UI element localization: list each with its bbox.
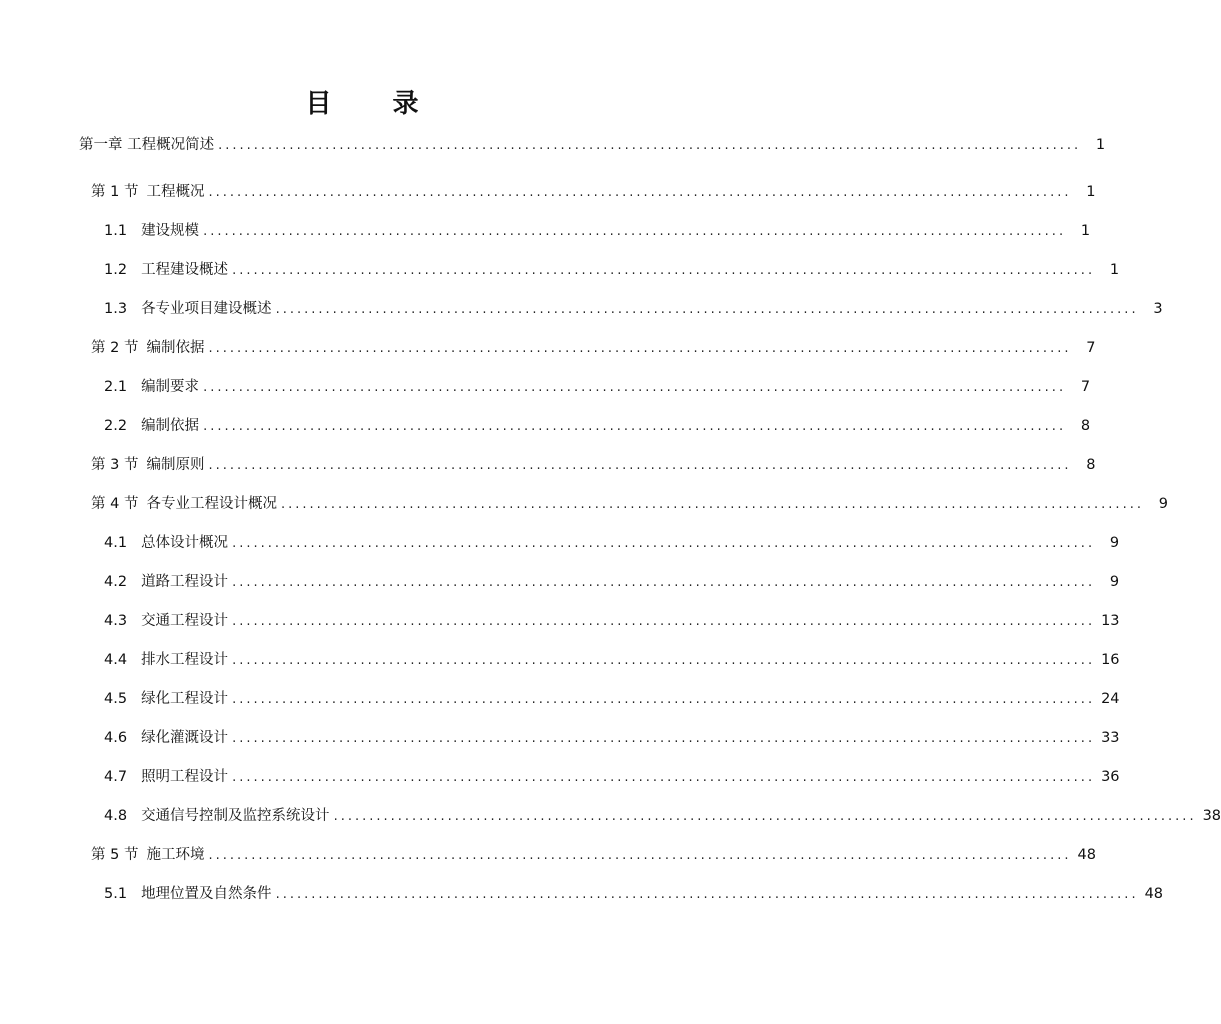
toc-entry-4-5[interactable]	[104, 688, 1120, 710]
toc-leader-dots: .........................................................................................................................	[232, 692, 1096, 707]
toc-entry-page: 3	[1153, 301, 1163, 317]
toc-leader-dots: .........................................................................................................................	[232, 770, 1096, 785]
toc-leader-dots: .........................................................................................................................	[208, 458, 1072, 473]
toc-leader-dots: .........................................................................................................................	[275, 302, 1139, 317]
toc-entry-section-1[interactable]	[91, 181, 1096, 203]
toc-entry-number: 4.8	[104, 808, 128, 824]
toc-entry-number: 4.5	[104, 691, 128, 707]
toc-leader-dots: .........................................................................................................................	[280, 497, 1144, 512]
toc-entry-label: 总体设计概况	[141, 535, 229, 551]
toc-entry-section-5[interactable]	[91, 844, 1096, 866]
toc-entry-label: 绿化灌溉设计	[141, 730, 229, 746]
toc-entry-section-2[interactable]	[91, 337, 1096, 359]
toc-entry-number: 4.4	[104, 652, 128, 668]
toc-entry-label: 工程建设概述	[141, 262, 229, 278]
toc-entry-number: 第 2 节	[91, 340, 139, 356]
toc-leader-dots: .........................................................................................................................	[208, 185, 1072, 200]
toc-entry-number: 1.3	[104, 301, 128, 317]
toc-entry-page: 7	[1086, 340, 1096, 356]
toc-leader-dots: .........................................................................................................................	[232, 731, 1096, 746]
toc-leader-dots: .........................................................................................................................	[232, 653, 1096, 668]
toc-entry-page: 48	[1144, 886, 1164, 902]
toc-leader-dots: .........................................................................................................................	[275, 887, 1139, 902]
toc-entry-1-1[interactable]	[104, 220, 1091, 242]
toc-entry-label: 编制依据	[146, 340, 205, 356]
toc-entry-number: 2.2	[104, 418, 128, 434]
toc-entry-number: 第 1 节	[91, 184, 139, 200]
toc-entry-label: 绿化工程设计	[141, 691, 229, 707]
toc-entry-number: 第 3 节	[91, 457, 139, 473]
toc-entry-page: 1	[1086, 184, 1096, 200]
toc-entry-page: 48	[1077, 847, 1096, 863]
toc-entry-page: 38	[1202, 808, 1221, 824]
toc-entry-number: 1.1	[104, 223, 128, 239]
toc-entry-label: 交通信号控制及监控系统设计	[141, 808, 330, 824]
toc-entry-label: 工程概况	[146, 184, 205, 200]
toc-entry-section-3[interactable]	[91, 454, 1096, 476]
toc-entry-page: 24	[1101, 691, 1120, 707]
toc-entry-label: 施工环境	[146, 847, 205, 863]
toc-leader-dots: .........................................................................................................................	[333, 809, 1197, 824]
toc-entry-page: 8	[1086, 457, 1096, 473]
toc-entry-number: 4.6	[104, 730, 128, 746]
toc-entry-page: 9	[1158, 496, 1168, 512]
toc-entry-number: 4.1	[104, 535, 128, 551]
toc-leader-dots: .........................................................................................................................	[232, 536, 1096, 551]
toc-entry-label: 编制依据	[141, 418, 200, 434]
toc-entry-2-1[interactable]	[104, 376, 1091, 398]
toc-entry-4-6[interactable]	[104, 727, 1120, 749]
toc-entry-label: 第一章 工程概况简述	[79, 137, 215, 153]
toc-entry-1-2[interactable]	[104, 259, 1120, 281]
toc-entry-label: 交通工程设计	[141, 613, 229, 629]
toc-entry-page: 7	[1080, 379, 1091, 395]
toc-entry-page: 8	[1080, 418, 1091, 434]
toc-entry-1-3[interactable]	[104, 298, 1163, 320]
toc-entry-page: 33	[1101, 730, 1120, 746]
toc-entry-label: 建设规模	[141, 223, 200, 239]
toc-entry-4-3[interactable]	[104, 610, 1120, 632]
toc-entry-number: 第 4 节	[91, 496, 139, 512]
toc-leader-dots: .........................................................................................................................	[232, 614, 1096, 629]
toc-entry-number: 1.2	[104, 262, 128, 278]
toc-entry-number: 2.1	[104, 379, 128, 395]
toc-leader-dots: .........................................................................................................................	[232, 575, 1096, 590]
toc-leader-dots: .........................................................................................................................	[203, 419, 1067, 434]
toc-entry-page: 1	[1080, 223, 1091, 239]
toc-leader-dots: .........................................................................................................................	[208, 848, 1072, 863]
toc-leader-dots: .........................................................................................................................	[203, 380, 1067, 395]
toc-entry-label: 各专业项目建设概述	[141, 301, 272, 317]
toc-entry-label: 编制要求	[141, 379, 200, 395]
toc-entry-page: 9	[1109, 535, 1120, 551]
toc-leader-dots: .........................................................................................................................	[203, 224, 1067, 239]
toc-entry-label: 各专业工程设计概况	[146, 496, 277, 512]
toc-entry-page: 1	[1095, 137, 1106, 153]
toc-entry-label: 编制原则	[146, 457, 205, 473]
toc-entry-4-4[interactable]	[104, 649, 1120, 671]
toc-leader-dots: .........................................................................................................................	[208, 341, 1072, 356]
toc-title: 目 录	[305, 89, 445, 119]
toc-entry-page: 9	[1109, 574, 1120, 590]
toc-entry-label: 照明工程设计	[141, 769, 229, 785]
toc-entry-chapter-1[interactable]	[79, 134, 1106, 156]
toc-leader-dots: .........................................................................................................................	[218, 138, 1082, 153]
toc-entry-number: 4.3	[104, 613, 128, 629]
toc-entry-number: 第 5 节	[91, 847, 139, 863]
toc-entry-4-8[interactable]	[104, 805, 1221, 827]
toc-entry-label: 道路工程设计	[141, 574, 229, 590]
toc-entry-label: 排水工程设计	[141, 652, 229, 668]
toc-entry-4-1[interactable]	[104, 532, 1120, 554]
toc-entry-number: 5.1	[104, 886, 128, 902]
toc-entry-5-1[interactable]	[104, 883, 1164, 905]
toc-leader-dots: .........................................................................................................................	[232, 263, 1096, 278]
toc-entry-page: 13	[1101, 613, 1120, 629]
toc-entry-2-2[interactable]	[104, 415, 1091, 437]
toc-entry-4-2[interactable]	[104, 571, 1120, 593]
toc-entry-section-4[interactable]	[91, 493, 1168, 515]
toc-entry-page: 36	[1101, 769, 1120, 785]
toc-entry-number: 4.2	[104, 574, 128, 590]
toc-entry-number: 4.7	[104, 769, 128, 785]
toc-entry-4-7[interactable]	[104, 766, 1120, 788]
toc-entry-page: 1	[1109, 262, 1120, 278]
toc-entry-page: 16	[1101, 652, 1120, 668]
toc-entry-label: 地理位置及自然条件	[141, 886, 272, 902]
